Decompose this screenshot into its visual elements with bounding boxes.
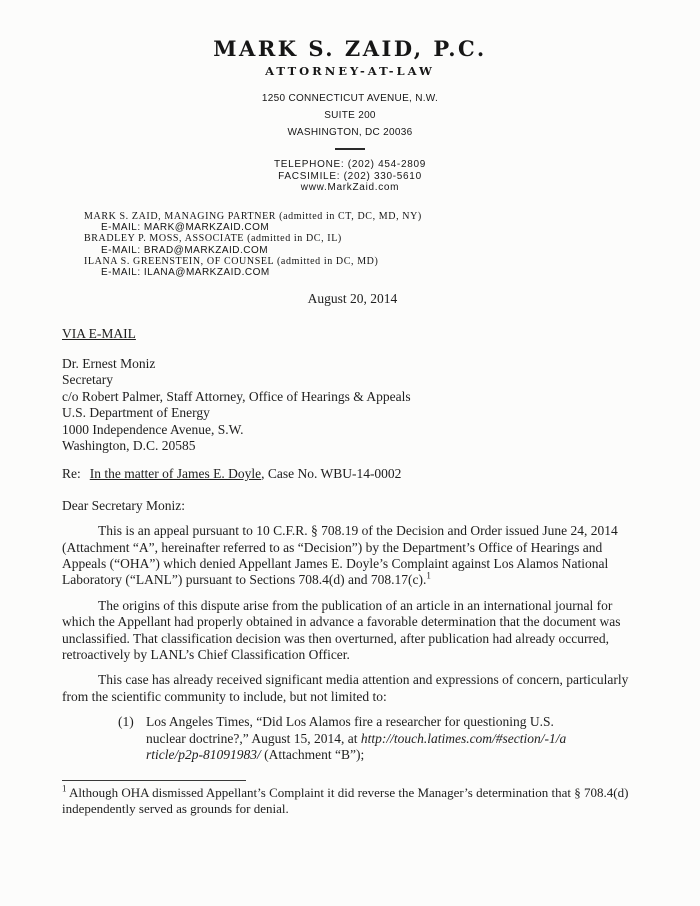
citation-text-after: (Attachment “B”); — [260, 747, 365, 763]
recipient-line-4: U.S. Department of Energy — [62, 405, 210, 421]
re-case-number: , Case No. WBU-14-0002 — [261, 466, 402, 482]
attorney-3-email: E-MAIL: ILANA@MARKZAID.COM — [101, 266, 270, 278]
letter-body — [62, 291, 643, 763]
firm-website: www.MarkZaid.com — [300, 182, 400, 194]
delivery-method-text: VIA E-MAIL — [62, 325, 136, 341]
re-case-title: In the matter of James E. Doyle — [89, 466, 262, 482]
citation-item-1-number: (1) — [118, 714, 134, 730]
firm-tagline: ATTORNEY-AT-LAW — [265, 64, 435, 78]
letter-date: August 20, 2014 — [307, 291, 398, 307]
footnote-divider — [62, 780, 246, 781]
firm-contact — [0, 159, 700, 194]
firm-address-line-1: 1250 CONNECTICUT AVENUE, N.W. — [261, 93, 439, 105]
citation-text-before: Los Angeles Times, “Did Los Alamos fire a researcher for questioning U.S. nuclear doctrine?,” August 15, 2014, at — [146, 714, 554, 746]
firm-facsimile: FACSIMILE: (202) 330-5610 — [278, 170, 422, 182]
footnote-number: 1 — [62, 783, 67, 794]
citation-item-1-text — [146, 714, 570, 763]
citation-item-1 — [118, 714, 570, 763]
attorney-list — [84, 211, 700, 278]
paragraph-3: This case has already received significant media attention and expressions of concern, particularly from the scientific community to include, but not limited to: — [62, 672, 629, 704]
firm-address-line-2: SUITE 200 — [324, 110, 376, 122]
attorney-3-name: ILANA S. GREENSTEIN, OF COUNSEL (admitted in DC, MD) — [84, 255, 379, 267]
paragraph-1 — [62, 523, 643, 589]
recipient-line-3: c/o Robert Palmer, Staff Attorney, Office of Hearings & Appeals — [62, 388, 411, 404]
attorney-1-email: E-MAIL: MARK@MARKZAID.COM — [101, 222, 270, 234]
footnote-area — [62, 780, 643, 817]
attorney-2-name: BRADLEY P. MOSS, ASSOCIATE (admitted in DC, IL) — [84, 233, 342, 245]
citation-url: http://touch.latimes.com/#section/-1/article/p2p-81091983/ — [146, 730, 567, 763]
re-line — [62, 466, 643, 482]
footnote-reference: 1 — [426, 570, 431, 581]
recipient-line-2: Secretary — [62, 372, 113, 388]
paragraph-2: The origins of this dispute arise from the publication of an article in an international journal for which the Appellant had properly obtained in advance a favorable determination that the document was unclassified. That classification decision was then overturned, after publication had already occurred, retroactively by LANL’s Chief Classification Officer. — [62, 597, 621, 663]
salutation: Dear Secretary Moniz: — [62, 497, 185, 513]
letterhead — [0, 0, 700, 278]
attorney-1-name: MARK S. ZAID, MANAGING PARTNER (admitted in CT, DC, MD, NY) — [84, 210, 422, 222]
firm-name: MARK S. ZAID, P.C. — [213, 36, 487, 61]
re-prefix: Re: — [62, 466, 81, 482]
letterhead-divider — [335, 148, 365, 150]
recipient-line-5: 1000 Independence Avenue, S.W. — [62, 421, 244, 437]
footnote-body: Although OHA dismissed Appellant’s Complaint it did reverse the Manager’s determination that § 708.4(d) independently served as grounds for denial. — [62, 785, 629, 817]
footnote-text — [62, 785, 643, 817]
recipient-address — [62, 356, 643, 454]
firm-address — [0, 90, 700, 141]
recipient-line-1: Dr. Ernest Moniz — [62, 355, 156, 371]
firm-address-line-3: WASHINGTON, DC 20036 — [287, 127, 413, 139]
attorney-2-email: E-MAIL: BRAD@MARKZAID.COM — [101, 244, 269, 256]
firm-telephone: TELEPHONE: (202) 454-2809 — [273, 159, 426, 171]
recipient-line-6: Washington, D.C. 20585 — [62, 437, 196, 453]
paragraph-1-text: This is an appeal pursuant to 10 C.F.R. § 708.19 of the Decision and Order issued June 24, 2014 (Attachment “A”, hereinafter referred to as “Decision”) by the Department’s Office of Hearings and Appeals (“OHA”) which denied Appellant James E. Doyle’s Complaint against Los Alamos National Laboratory (“LANL”) pursuant to Sections 708.4(d) and 708.17(c). — [62, 523, 618, 588]
delivery-method — [62, 326, 643, 342]
